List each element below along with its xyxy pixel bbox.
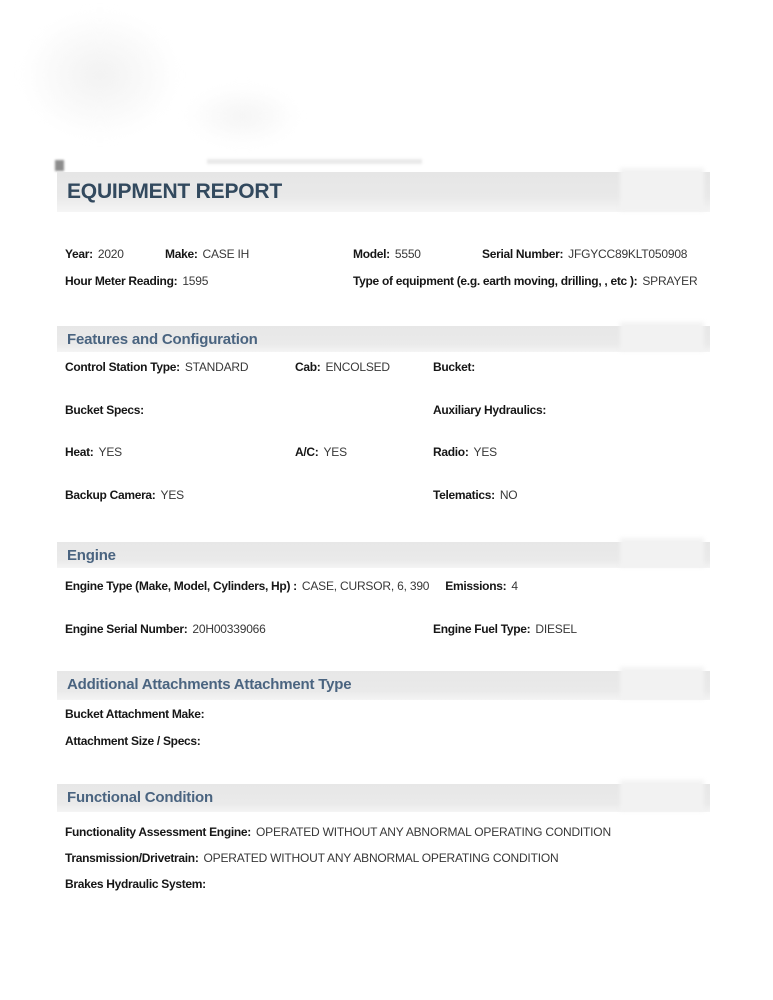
field-engine-serial-number	[65, 622, 266, 636]
field-hour-meter-value: 1595	[182, 274, 209, 288]
field-cab	[295, 360, 390, 374]
field-engine-serial-value: 20H00339066	[192, 622, 266, 636]
section-features-bar	[57, 326, 710, 352]
field-heat	[65, 445, 122, 459]
field-make-value: CASE IH	[202, 247, 250, 261]
field-make-label: Make:	[165, 247, 198, 261]
field-backup-camera	[65, 488, 184, 502]
field-radio-label: Radio:	[433, 445, 469, 459]
section-features-heading: Features and Configuration	[67, 331, 258, 348]
field-ac	[295, 445, 347, 459]
page-title: EQUIPMENT REPORT	[67, 180, 282, 203]
field-auxiliary-hydraulics	[433, 403, 551, 417]
field-equipment-type	[353, 274, 697, 288]
field-emissions-value: 4	[511, 579, 518, 593]
field-backup-camera-value: YES	[160, 488, 184, 502]
field-bucket-label: Bucket:	[433, 360, 475, 374]
section-engine-bar	[57, 542, 710, 568]
section-attachments-heading: Additional Attachments Attachment Type	[67, 676, 352, 693]
field-transmission-label: Transmission/Drivetrain:	[65, 851, 199, 865]
field-telematics	[433, 488, 517, 502]
field-year	[65, 247, 124, 261]
blur-artifact	[185, 85, 300, 147]
field-backup-camera-label: Backup Camera:	[65, 488, 156, 502]
report-title-bar	[57, 172, 710, 212]
scan-artifact-strip	[207, 159, 422, 164]
field-model-value: 5550	[394, 247, 421, 261]
field-hour-meter-label: Hour Meter Reading:	[65, 274, 178, 288]
field-ac-value: YES	[323, 445, 347, 459]
field-brakes-label: Brakes Hydraulic System:	[65, 877, 206, 891]
field-year-label: Year:	[65, 247, 93, 261]
section-attachments-bar	[57, 671, 710, 700]
section-functional-heading: Functional Condition	[67, 789, 213, 806]
field-bucket-attachment-make-label: Bucket Attachment Make:	[65, 707, 205, 721]
field-hour-meter-reading	[65, 274, 208, 288]
engine-type-row	[65, 579, 518, 593]
field-radio	[433, 445, 497, 459]
section-functional-bar	[57, 784, 710, 812]
field-model	[353, 247, 421, 261]
field-heat-label: Heat:	[65, 445, 94, 459]
field-cab-label: Cab:	[295, 360, 321, 374]
field-serial-number	[482, 247, 687, 261]
field-year-value: 2020	[97, 247, 124, 261]
field-attachment-size-label: Attachment Size / Specs:	[65, 734, 201, 748]
field-brakes-hydraulic-system	[65, 877, 211, 891]
field-serial-number-value: JFGYCC89KLT050908	[568, 247, 688, 261]
field-functionality-engine-label: Functionality Assessment Engine:	[65, 825, 251, 839]
field-engine-type	[65, 579, 429, 593]
field-telematics-label: Telematics:	[433, 488, 495, 502]
field-control-station-value: STANDARD	[184, 360, 249, 374]
field-heat-value: YES	[98, 445, 122, 459]
section-engine-heading: Engine	[67, 547, 116, 564]
field-engine-fuel-type	[433, 622, 577, 636]
field-equipment-type-label: Type of equipment (e.g. earth moving, drilling, , etc ):	[353, 274, 638, 288]
field-make	[165, 247, 249, 261]
field-control-station-label: Control Station Type:	[65, 360, 180, 374]
field-model-label: Model:	[353, 247, 390, 261]
field-equipment-type-value: SPRAYER	[642, 274, 698, 288]
field-bucket-attachment-make	[65, 707, 209, 721]
field-emissions-label: Emissions:	[445, 579, 507, 593]
field-engine-serial-label: Engine Serial Number:	[65, 622, 188, 636]
scan-artifact-dot	[55, 160, 64, 171]
field-bucket-specs	[65, 403, 149, 417]
field-engine-type-value: CASE, CURSOR, 6, 390	[301, 579, 430, 593]
field-functionality-engine-value: OPERATED WITHOUT ANY ABNORMAL OPERATING CONDITION	[256, 825, 611, 839]
field-ac-label: A/C:	[295, 445, 319, 459]
field-attachment-size-specs	[65, 734, 206, 748]
field-engine-fuel-value: DIESEL	[535, 622, 577, 636]
field-bucket-specs-label: Bucket Specs:	[65, 403, 144, 417]
field-transmission-value: OPERATED WITHOUT ANY ABNORMAL OPERATING CONDITION	[203, 851, 559, 865]
field-radio-value: YES	[473, 445, 497, 459]
field-bucket	[433, 360, 480, 374]
field-transmission-drivetrain	[65, 851, 558, 865]
field-engine-fuel-label: Engine Fuel Type:	[433, 622, 531, 636]
blurred-logo-smudge	[20, 10, 180, 140]
field-aux-hydraulics-label: Auxiliary Hydraulics:	[433, 403, 547, 417]
field-engine-type-label: Engine Type (Make, Model, Cylinders, Hp) :	[65, 579, 297, 593]
field-emissions	[445, 579, 518, 593]
field-serial-number-label: Serial Number:	[482, 247, 564, 261]
field-telematics-value: NO	[499, 488, 518, 502]
field-functionality-assessment-engine	[65, 825, 611, 839]
field-cab-value: ENCOLSED	[325, 360, 390, 374]
field-control-station-type	[65, 360, 248, 374]
